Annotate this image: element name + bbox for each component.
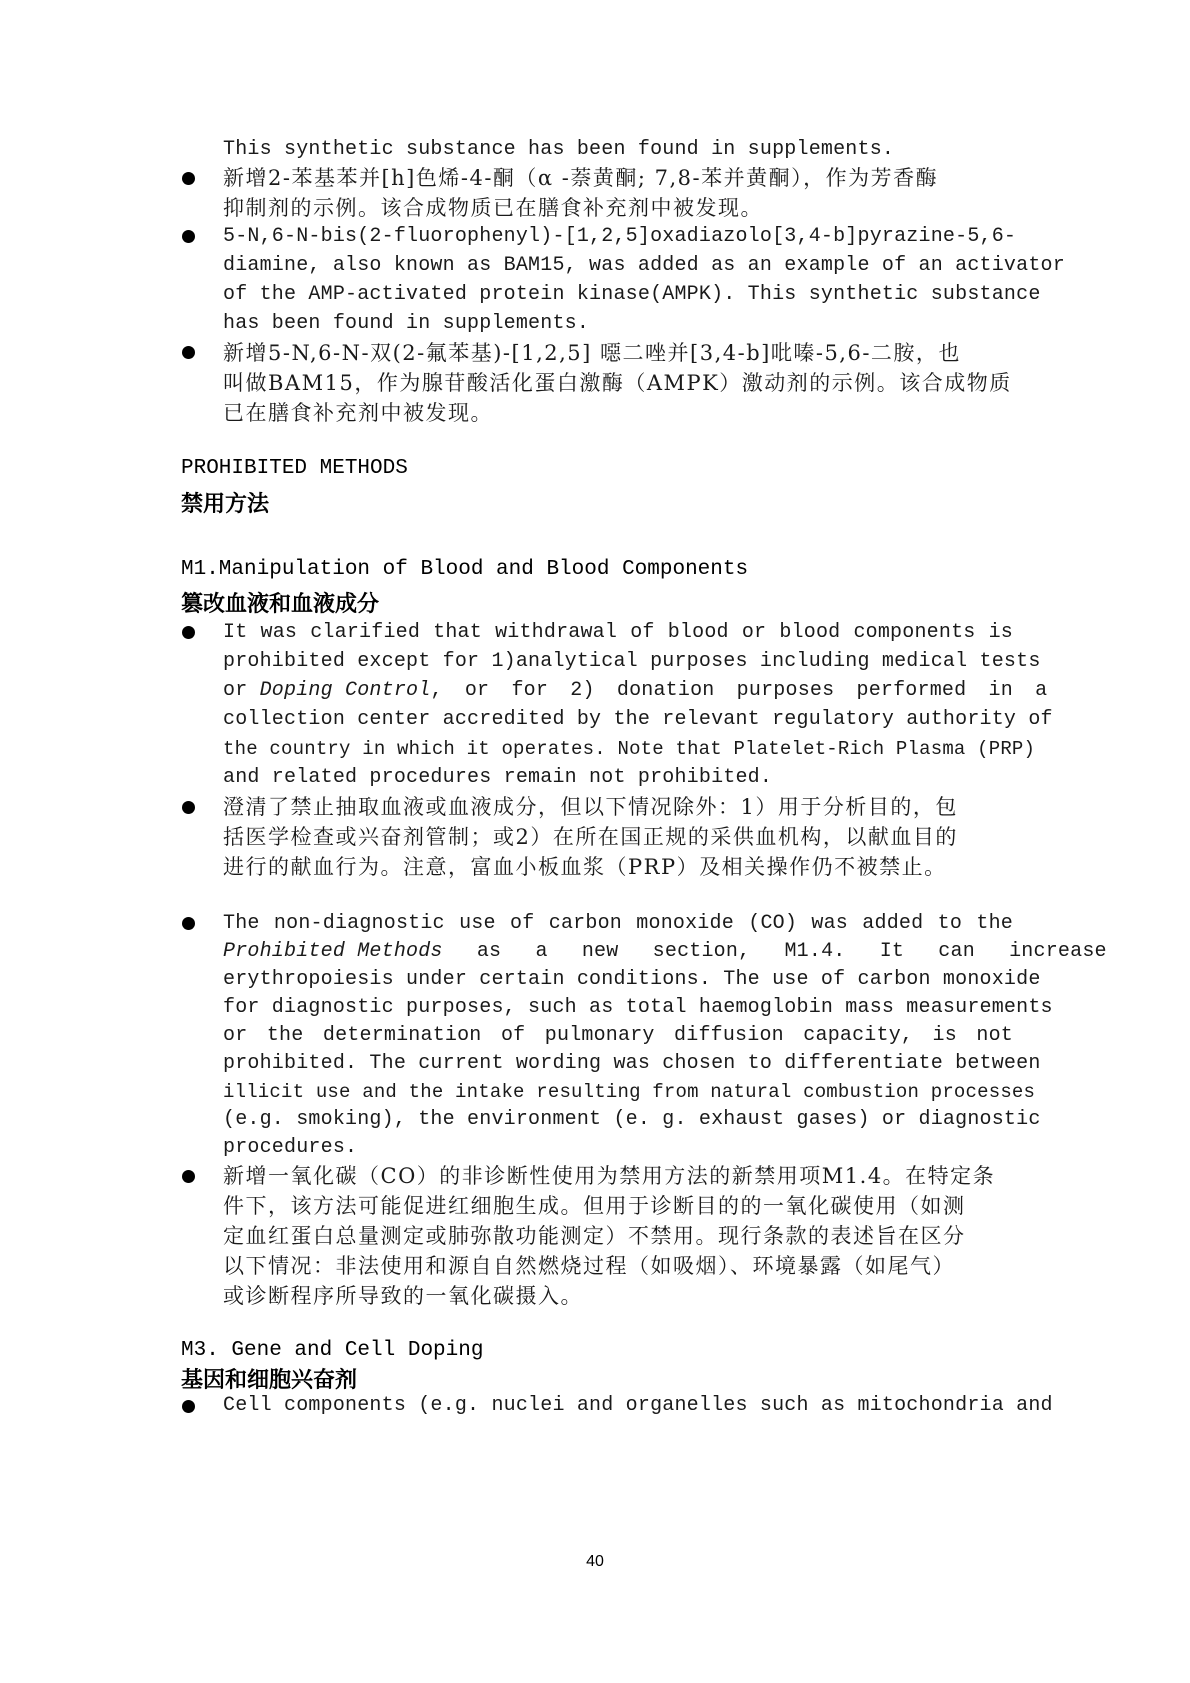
text-run: , or for 2) donation purposes performed in a [430, 679, 1048, 702]
bullet-icon [182, 917, 195, 930]
bullet-text: has been found in supplements. [223, 312, 590, 335]
bullet-text [223, 938, 1107, 966]
bullet-text: 定血红蛋白总量测定或肺弥散功能测定）不禁用。现行条款的表述旨在区分 [223, 1224, 966, 1248]
bullet-text: 件下，该方法可能促进红细胞生成。但用于诊断目的的一氧化碳使用（如测 [223, 1194, 966, 1218]
subsection-heading-en: M3. Gene and Cell Doping [181, 1339, 484, 1362]
bullet-text: 抑制剂的示例。该合成物质已在膳食补充剂中被发现。 [223, 196, 763, 220]
bullet-icon [182, 626, 195, 639]
bullet-text: of the AMP-activated protein kinase(AMPK). This synthetic substance [223, 283, 1041, 306]
section-heading-zh: 禁用方法 [181, 491, 270, 517]
section-heading-en: PROHIBITED METHODS [181, 457, 408, 480]
bullet-text: prohibited except for 1)analytical purposes including medical tests [223, 650, 1041, 673]
bullet-icon [182, 230, 195, 243]
bullet-text: 新增5-N,6-N-双(2-氟苯基)-[1,2,5] 噁二唑并[3,4-b]吡嗪-5,6-二胺，也 [223, 341, 961, 365]
bullet-text [223, 677, 1048, 705]
bullet-text: 括医学检查或兴奋剂管制；或2）在所在国正规的采供血机构，以献血目的 [223, 825, 958, 849]
bullet-text: procedures. [223, 1136, 358, 1159]
bullet-text: 已在膳食补充剂中被发现。 [223, 401, 493, 425]
bullet-text: prohibited. The current wording was chosen to differentiate between [223, 1052, 1041, 1075]
bullet-text: The non-diagnostic use of carbon monoxide (CO) was added to the [223, 912, 1013, 935]
bullet-icon [182, 1400, 195, 1413]
bullet-text: illicit use and the intake resulting from natural combustion processes [223, 1081, 1036, 1103]
text-run: as a new section, M1.4. It can increase [442, 940, 1107, 963]
subsection-heading-zh: 篡改血液和血液成分 [181, 591, 380, 617]
bullet-icon [182, 1170, 195, 1183]
bullet-text: (e.g. smoking), the environment (e. g. exhaust gases) or diagnostic [223, 1108, 1041, 1131]
bullet-text: 澄清了禁止抽取血液或血液成分，但以下情况除外：1）用于分析目的，包 [223, 795, 958, 819]
bullet-text: 新增一氧化碳（CO）的非诊断性使用为禁用方法的新禁用项M1.4。在特定条 [223, 1164, 996, 1188]
bullet-text: the country in which it operates. Note that Platelet-Rich Plasma (PRP) [223, 738, 1036, 760]
bullet-text: or the determination of pulmonary diffusion capacity, is not [223, 1024, 1013, 1047]
italic-term: Doping Control [259, 679, 431, 702]
page-number: 40 [586, 1553, 604, 1570]
bullet-icon [182, 172, 195, 185]
bullet-text: diamine, also known as BAM15, was added as an example of an activator [223, 254, 1065, 277]
bullet-text: Cell components (e.g. nuclei and organelles such as mitochondria and [223, 1394, 1053, 1417]
bullet-text: 或诊断程序所导致的一氧化碳摄入。 [223, 1284, 583, 1308]
text-run: or [223, 679, 260, 702]
bullet-text: 5-N,6-N-bis(2-fluorophenyl)-[1,2,5]oxadiazolo[3,4-b]pyrazine-5,6- [223, 225, 1017, 248]
bullet-text: 进行的献血行为。注意，富血小板血浆（PRP）及相关操作仍不被禁止。 [223, 855, 947, 879]
subsection-heading-zh: 基因和细胞兴奋剂 [181, 1367, 358, 1393]
bullet-text: collection center accredited by the relevant regulatory authority of [223, 708, 1053, 731]
bullet-text: It was clarified that withdrawal of blood or blood components is [223, 621, 1013, 644]
intro-continuation: This synthetic substance has been found in supplements. [223, 138, 895, 161]
italic-term: Prohibited Methods [223, 940, 443, 963]
bullet-icon [182, 346, 195, 359]
bullet-icon [182, 801, 195, 814]
bullet-text: and related procedures remain not prohibited. [223, 766, 773, 789]
bullet-text: 新增2-苯基苯并[h]色烯-4-酮（α -萘黄酮; 7,8-苯并黄酮），作为芳香酶 [223, 166, 939, 190]
bullet-text: 以下情况：非法使用和源自自然燃烧过程（如吸烟）、环境暴露（如尾气） [223, 1254, 955, 1278]
bullet-text: for diagnostic purposes, such as total haemoglobin mass measurements [223, 996, 1053, 1019]
bullet-text: 叫做BAM15，作为腺苷酸活化蛋白激酶（AMPK）激动剂的示例。该合成物质 [223, 371, 1012, 395]
subsection-heading-en: M1.Manipulation of Blood and Blood Components [181, 558, 749, 581]
bullet-text: erythropoiesis under certain conditions. The use of carbon monoxide [223, 968, 1041, 991]
